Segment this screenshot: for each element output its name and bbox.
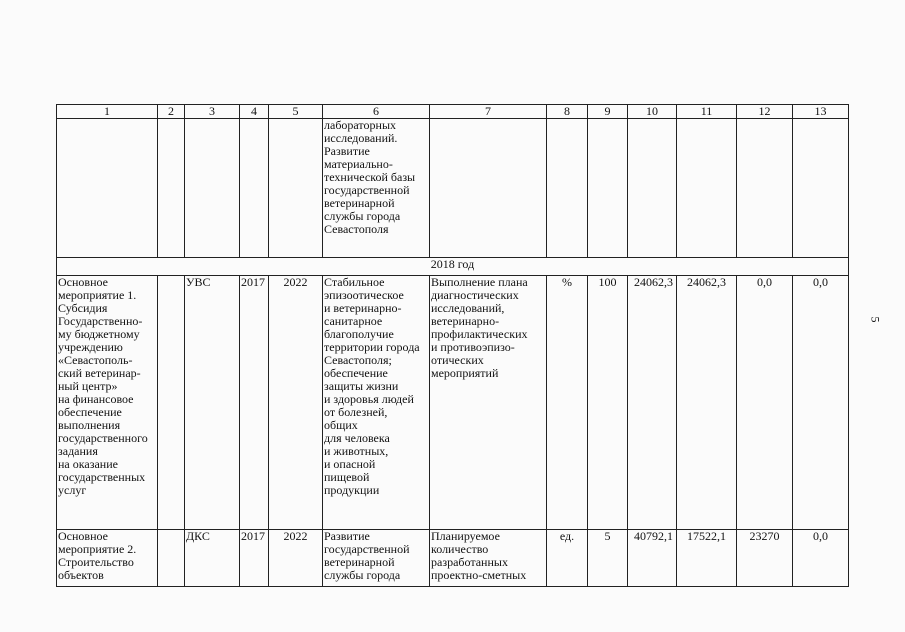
year-label: 2018 год [57, 258, 849, 276]
table-row [57, 119, 849, 258]
cell-indicator: Планируемое количество разработанных проектно-сметных [430, 530, 547, 587]
header-cell: 1 [57, 105, 158, 119]
cell-amount: 0,0 [793, 276, 849, 530]
cell-measure: Основное мероприятие 1. Субсидия Государственно- му бюджетному учреждению «Севастополь- ский ветеринар- ный центр» на финансовое обеспечение выполнения государственного задания на оказание государственных услуг [57, 276, 158, 530]
cell-amount: 0,0 [793, 530, 849, 587]
cell-result: лабораторных исследований. Развитие материально- технической базы государственной ветеринарной службы города Севастополя [323, 119, 430, 258]
header-row [57, 105, 849, 119]
cell [547, 119, 588, 258]
cell [430, 119, 547, 258]
program-table [56, 104, 849, 587]
cell [737, 119, 793, 258]
cell [185, 119, 240, 258]
cell-result: Развитие государственной ветеринарной службы города [323, 530, 430, 587]
header-cell: 4 [240, 105, 269, 119]
cell-value: 5 [588, 530, 628, 587]
cell-result: Стабильное эпизоотическое и ветеринарно- санитарное благополучие территории города Севастополя; обеспечение защиты жизни и здоровья людей от болезней, общих для человека и животных, и опасной пищевой продукции [323, 276, 430, 530]
cell-amount: 23270 [737, 530, 793, 587]
cell [628, 119, 677, 258]
cell-end-year: 2022 [269, 276, 323, 530]
cell [158, 276, 185, 530]
header-cell: 11 [677, 105, 737, 119]
cell-unit: ед. [547, 530, 588, 587]
cell [793, 119, 849, 258]
header-cell: 7 [430, 105, 547, 119]
cell-start-year: 2017 [240, 530, 269, 587]
header-cell: 8 [547, 105, 588, 119]
header-cell: 3 [185, 105, 240, 119]
cell-indicator: Выполнение плана диагностических исследований, ветеринарно- профилактических и противоэпизо- отических мероприятий [430, 276, 547, 530]
cell-amount: 17522,1 [677, 530, 737, 587]
cell [677, 119, 737, 258]
cell-measure: Основное мероприятие 2. Строительство объектов [57, 530, 158, 587]
cell [588, 119, 628, 258]
table-row [57, 530, 849, 587]
cell-start-year: 2017 [240, 276, 269, 530]
cell [158, 530, 185, 587]
header-cell: 13 [793, 105, 849, 119]
header-cell: 10 [628, 105, 677, 119]
cell-end-year: 2022 [269, 530, 323, 587]
cell-amount: 0,0 [737, 276, 793, 530]
cell-unit: % [547, 276, 588, 530]
header-cell: 2 [158, 105, 185, 119]
cell-executor: ДКС [185, 530, 240, 587]
cell-value: 100 [588, 276, 628, 530]
year-row [57, 258, 849, 276]
cell [269, 119, 323, 258]
header-cell: 6 [323, 105, 430, 119]
header-cell: 5 [269, 105, 323, 119]
cell-amount: 40792,1 [628, 530, 677, 587]
page-number: 5 [868, 316, 883, 323]
cell [240, 119, 269, 258]
cell [158, 119, 185, 258]
cell-amount: 24062,3 [677, 276, 737, 530]
cell-amount: 24062,3 [628, 276, 677, 530]
table-row [57, 276, 849, 530]
cell-measure [57, 119, 158, 258]
header-cell: 9 [588, 105, 628, 119]
cell-executor: УВС [185, 276, 240, 530]
header-cell: 12 [737, 105, 793, 119]
